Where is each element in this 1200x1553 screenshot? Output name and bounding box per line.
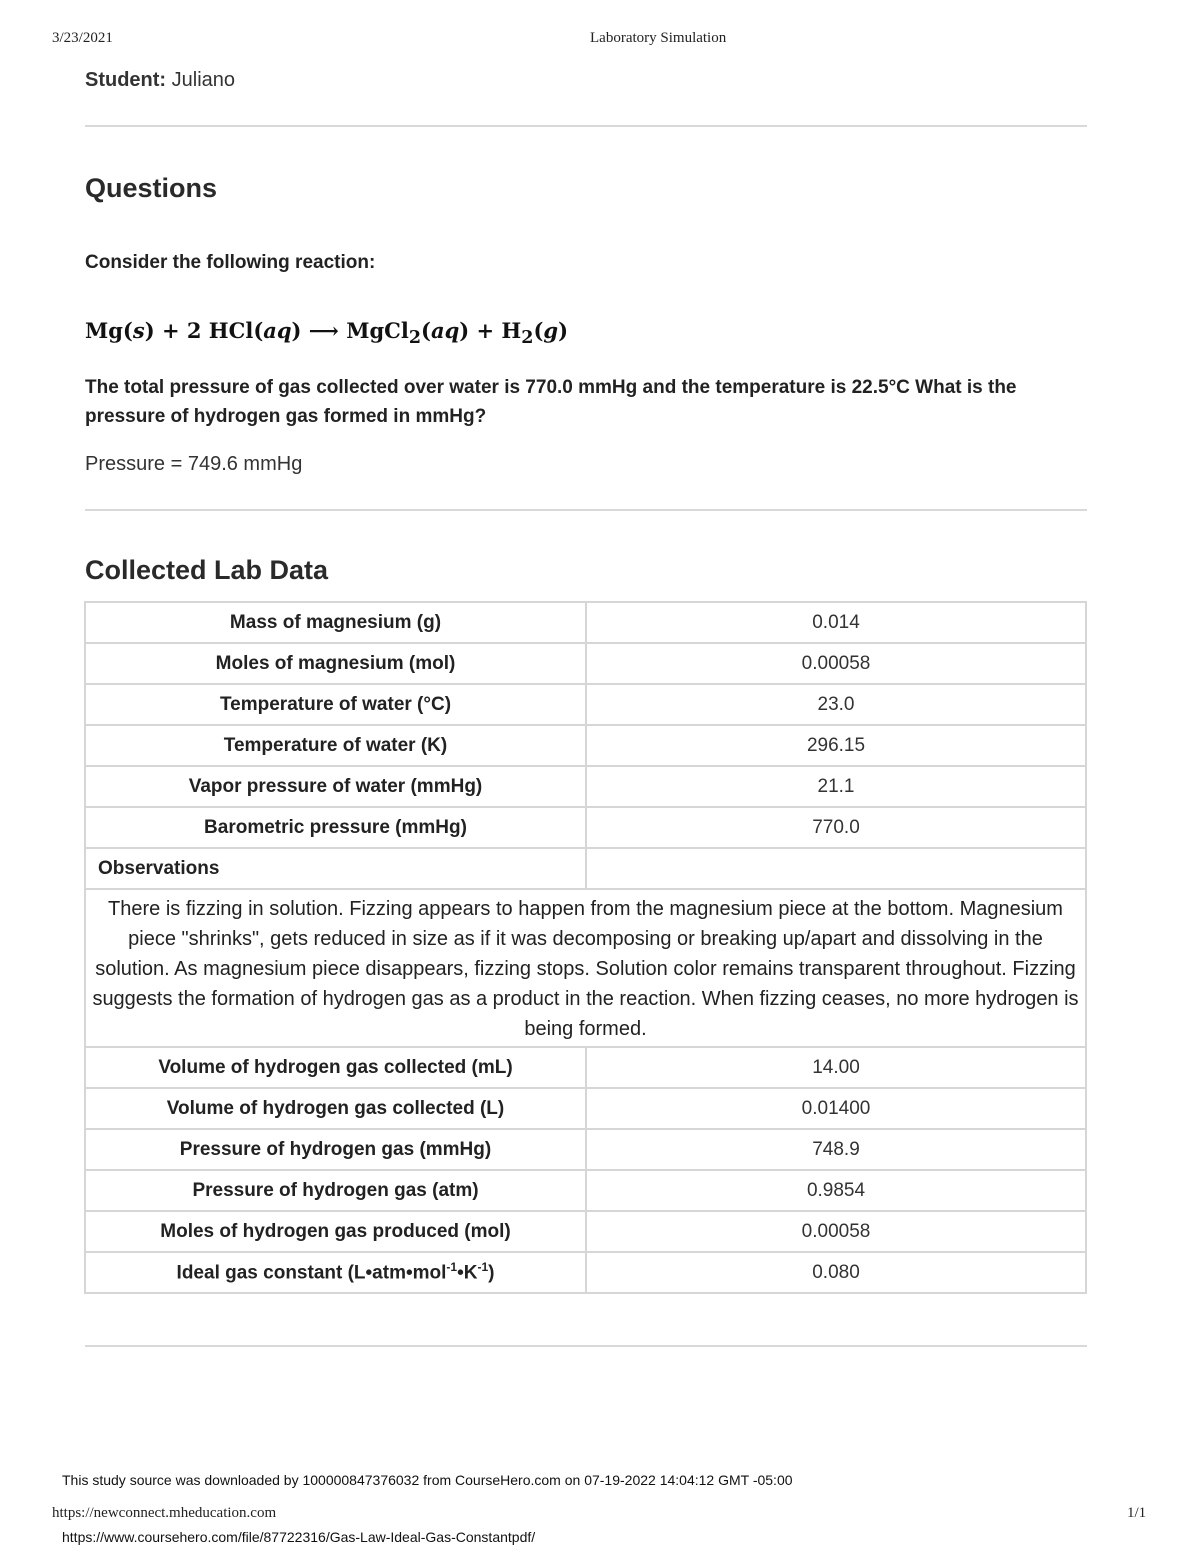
questions-heading: Questions	[85, 173, 218, 203]
student-name: Juliano	[171, 69, 236, 91]
row-value: 0.00058	[586, 643, 1086, 684]
table-row	[85, 1170, 1086, 1211]
download-notice: This study source was downloaded by 100000847376032 from CourseHero.com on 07-19-2022 14:04:12 GMT -05:00	[62, 1472, 793, 1488]
row-label: Moles of magnesium (mol)	[85, 643, 586, 684]
student-line	[85, 69, 235, 92]
row-value: 770.0	[586, 807, 1086, 848]
gas-constant-label: Ideal gas constant $(L•atm•mol^{-1}•K^{-1})$	[85, 1252, 586, 1293]
row-label: Temperature of water (°C)	[85, 684, 586, 725]
row-label: Volume of hydrogen gas collected (L)	[85, 1088, 586, 1129]
row-value: 21.1	[586, 766, 1086, 807]
divider	[85, 125, 1087, 127]
row-value: 0.01400	[586, 1088, 1086, 1129]
row-value: 748.9	[586, 1129, 1086, 1170]
divider	[85, 509, 1087, 511]
table-row	[85, 1252, 1086, 1293]
row-value: 0.014	[586, 602, 1086, 643]
answer-text: Pressure = 749.6 mmHg	[85, 453, 303, 475]
row-value: 14.00	[586, 1047, 1086, 1088]
row-label: Pressure of hydrogen gas (atm)	[85, 1170, 586, 1211]
row-label: Pressure of hydrogen gas (mmHg)	[85, 1129, 586, 1170]
student-label: Student:	[85, 69, 167, 91]
table-row	[85, 725, 1086, 766]
row-label: Moles of hydrogen gas produced (mol)	[85, 1211, 586, 1252]
row-label: Temperature of water (K)	[85, 725, 586, 766]
page-number: 1/1	[1127, 1505, 1147, 1521]
question-prompt: Consider the following reaction:	[85, 252, 376, 273]
observations-row	[85, 848, 1086, 889]
table-row	[85, 1047, 1086, 1088]
table-row	[85, 1211, 1086, 1252]
reaction-equation: Mg(s) + 2 HCl(aq) ⟶ MgCl$_2$(aq) + $H_2(g)$	[85, 318, 569, 349]
gas-constant-value: 0.080	[586, 1252, 1086, 1293]
print-date: 3/23/2021	[52, 30, 113, 46]
observations-text-row	[85, 889, 1086, 1047]
row-label: Vapor pressure of water (mmHg)	[85, 766, 586, 807]
table-row	[85, 643, 1086, 684]
row-label: Volume of hydrogen gas collected (mL)	[85, 1047, 586, 1088]
row-value: 296.15	[586, 725, 1086, 766]
table-row	[85, 684, 1086, 725]
row-label: Mass of magnesium (g)	[85, 602, 586, 643]
source-url-link[interactable]: https://newconnect.mheducation.com	[52, 1505, 277, 1521]
observations-label: Observations	[85, 848, 586, 889]
table-row	[85, 1129, 1086, 1170]
coursehero-url-link[interactable]: https://www.coursehero.com/file/87722316/Gas-Law-Ideal-Gas-Constantpdf/	[62, 1529, 536, 1545]
observations-empty-cell	[586, 848, 1086, 889]
divider	[85, 1345, 1087, 1347]
lab-data-heading: Collected Lab Data	[85, 555, 329, 585]
print-title: Laboratory Simulation	[590, 30, 727, 46]
table-row	[85, 602, 1086, 643]
table-row	[85, 1088, 1086, 1129]
observations-text: There is fizzing in solution. Fizzing appears to happen from the magnesium piece at the bottom. Magnesium piece "shrinks", gets reduced in size as if it was decomposing or breaking up/apart and dissolving in the solution. As magnesium piece disappears, fizzing stops. Solution color remains transparent throughout. Fizzing suggests the formation of hydrogen gas as a product in the reaction. When fizzing ceases, no more hydrogen is being formed.	[85, 889, 1086, 1047]
table-row	[85, 766, 1086, 807]
table-row	[85, 807, 1086, 848]
question-text: The total pressure of gas collected over water is 770.0 mmHg and the temperature is 22.5°C What is the pressure of hydrogen gas formed in mmHg?	[85, 377, 1017, 427]
row-label: Barometric pressure (mmHg)	[85, 807, 586, 848]
lab-data-table	[84, 601, 1087, 1294]
row-value: 0.9854	[586, 1170, 1086, 1211]
row-value: 23.0	[586, 684, 1086, 725]
row-value: 0.00058	[586, 1211, 1086, 1252]
